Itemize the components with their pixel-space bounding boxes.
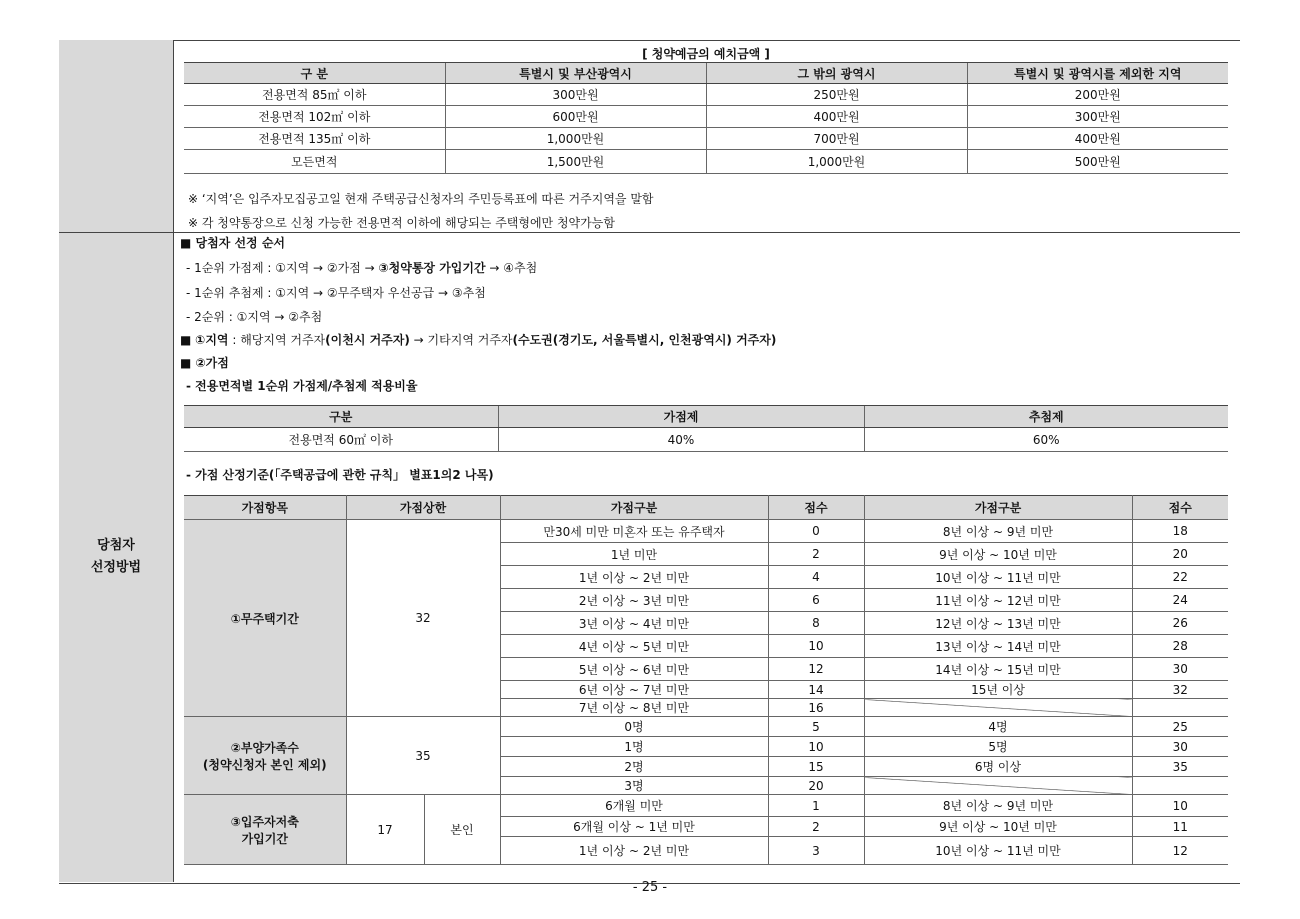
score-header-row: 가점항목 가점상한 가점구분 점수 가점구분 점수 [184,496,1228,520]
empty-diagonal-cell [864,777,1132,795]
table-row: 1년 이상 ~ 2년 미만 3 10년 이상 ~ 11년 미만 12 [184,837,1228,865]
region-rule: ■ ①지역 : 해당지역 거주자(이천시 거주자) → 기타지역 거주자(수도권(경기도, 서울특별시, 인천광역시) 거주자) [180,333,777,347]
table-row: 전용면적 102㎡ 이하 600만원 400만원 300만원 [184,106,1228,128]
empty-diagonal-cell [864,699,1132,717]
table-row: 3명 20 [184,777,1228,795]
table-row: 1년 미만 2 9년 이상 ~ 10년 미만 20 [184,543,1228,566]
order-line-3: - 2순위 : ①지역 → ②추첨 [186,310,323,324]
table-row: 전용면적 85㎡ 이하 300만원 250만원 200만원 [184,84,1228,106]
ratio-header-row: 구분 가점제 추첨제 [184,406,1228,428]
score-table [184,495,1228,865]
ratio-title: - 전용면적별 1순위 가점제/추첨제 적용비율 [186,379,418,393]
deposit-header-row: 구 분 특별시 및 부산광역시 그 밖의 광역시 특별시 및 광역시를 제외한 지역 [184,63,1228,84]
deposit-table [184,62,1228,174]
savings-item: ③입주자저축 가입기간 [184,795,346,865]
page-number: - 25 - [632,880,668,895]
left-label-column [59,40,174,882]
row-divider [173,232,1240,233]
table-row: ②부양가족수 (청약신청자 본인 제외) 35 0명 5 4명 25 [184,717,1228,737]
family-item: ②부양가족수 (청약신청자 본인 제외) [184,717,346,795]
table-row: 6개월 이상 ~ 1년 미만 2 9년 이상 ~ 10년 미만 11 [184,817,1228,837]
table-row: 1명 10 5명 30 [184,737,1228,757]
table-row: 3년 이상 ~ 4년 미만 8 12년 이상 ~ 13년 미만 26 [184,612,1228,635]
deposit-note-1: ※ ‘지역’은 입주자모집공고일 현재 주택공급신청자의 주민등록표에 따른 거주지역을 말함 [188,192,654,206]
table-row: 전용면적 135㎡ 이하 1,000만원 700만원 400만원 [184,128,1228,150]
deposit-note-2: ※ 각 청약통장으로 신청 가능한 전용면적 이하에 해당되는 주택형에만 청약가능함 [188,216,615,230]
table-row: 1년 이상 ~ 2년 미만 4 10년 이상 ~ 11년 미만 22 [184,566,1228,589]
table-row: 전용면적 60㎡ 이하 40% 60% [184,428,1228,452]
table-row: 2명 15 6명 이상 35 [184,757,1228,777]
section-label: 당첨자 선정방법 [90,538,142,575]
criteria-title: - 가점 산정기준(「주택공급에 관한 규칙」 별표1의2 나목) [186,468,494,482]
table-row: 2년 이상 ~ 3년 미만 6 11년 이상 ~ 12년 미만 24 [184,589,1228,612]
deposit-title: [ 청약예금의 예치금액 ] [642,47,770,61]
table-row: 5년 이상 ~ 6년 미만 12 14년 이상 ~ 15년 미만 30 [184,658,1228,681]
ratio-table [184,405,1228,452]
table-row: 7년 이상 ~ 8년 미만 16 [184,699,1228,717]
order-line-2: - 1순위 추첨제 : ①지역 → ②무주택자 우선공급 → ③추첨 [186,286,486,300]
score-title: ■ ②가점 [180,356,229,370]
table-row: ①무주택기간 32 만30세 미만 미혼자 또는 유주택자 0 8년 이상 ~ 9년 미만 18 [184,520,1228,543]
table-row: 4년 이상 ~ 5년 미만 10 13년 이상 ~ 14년 미만 28 [184,635,1228,658]
order-line-1: - 1순위 가점제 : ①지역 → ②가점 → ③청약통장 가입기간 → ④추첨 [186,261,538,275]
table-row: 6년 이상 ~ 7년 미만 14 15년 이상 32 [184,681,1228,699]
table-row: ③입주자저축 가입기간 17 본인 6개월 미만 1 8년 이상 ~ 9년 미만 10 [184,795,1228,817]
table-row: 모든면적 1,500만원 1,000만원 500만원 [184,150,1228,174]
order-title: ■ 당첨자 선정 순서 [180,236,286,250]
